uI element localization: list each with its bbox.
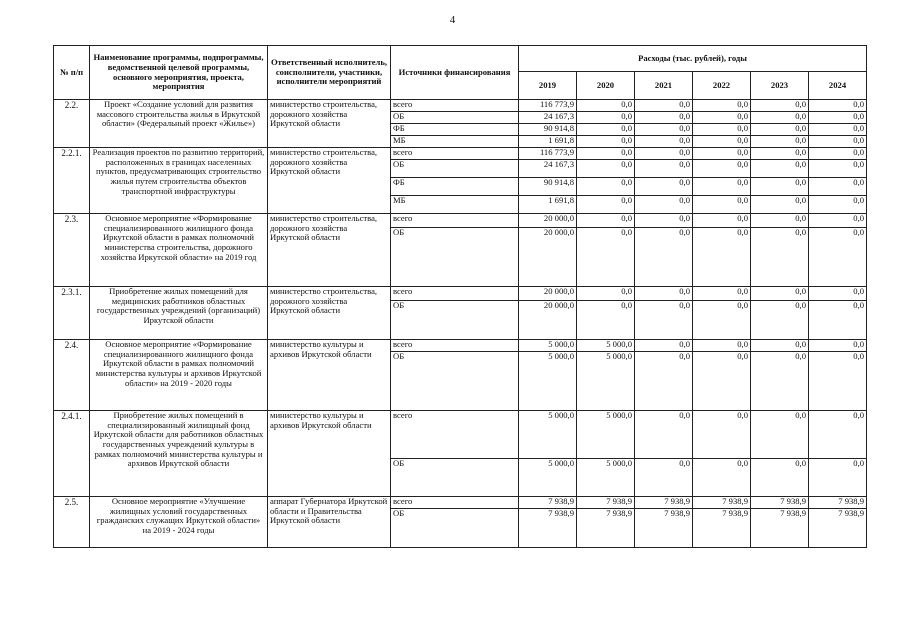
header-year: 2023 xyxy=(751,72,809,100)
expense-value: 0,0 xyxy=(809,459,867,497)
expense-value: 0,0 xyxy=(577,214,635,228)
item-name: Приобретение жилых помещений для медицинских работников областных государственных учреждений (организаций) Иркутской области xyxy=(90,287,268,340)
expense-value: 0,0 xyxy=(635,124,693,136)
funding-source: всего xyxy=(391,214,519,228)
budget-table xyxy=(53,45,867,548)
funding-source: ОБ xyxy=(391,509,519,548)
funding-source: всего xyxy=(391,100,519,112)
item-number: 2.5. xyxy=(54,497,90,548)
funding-source: ОБ xyxy=(391,301,519,340)
header-expenses: Расходы (тыс. рублей), годы xyxy=(519,46,867,72)
expense-value: 0,0 xyxy=(635,148,693,160)
expense-value: 5 000,0 xyxy=(577,340,635,352)
item-responsible: министерство строительства, дорожного хозяйства Иркутской области xyxy=(268,100,391,148)
item-name: Приобретение жилых помещений в специализированный жилищный фонд Иркутской области для работников областных государственных учреждений культуры в рамках полномочий министерства культуры и архивов Иркутской области xyxy=(90,411,268,497)
expense-value: 20 000,0 xyxy=(519,214,577,228)
expense-value: 0,0 xyxy=(751,100,809,112)
expense-value: 0,0 xyxy=(809,112,867,124)
header-year: 2024 xyxy=(809,72,867,100)
expense-value: 0,0 xyxy=(577,100,635,112)
expense-value: 0,0 xyxy=(751,124,809,136)
expense-value: 0,0 xyxy=(635,160,693,178)
funding-source: ОБ xyxy=(391,352,519,411)
expense-value: 7 938,9 xyxy=(519,509,577,548)
header-year: 2021 xyxy=(635,72,693,100)
item-number: 2.2.1. xyxy=(54,148,90,214)
item-responsible: министерство строительства, дорожного хозяйства Иркутской области xyxy=(268,214,391,287)
expense-value: 7 938,9 xyxy=(809,497,867,509)
expense-value: 90 914,8 xyxy=(519,124,577,136)
expense-value: 0,0 xyxy=(809,214,867,228)
expense-value: 5 000,0 xyxy=(519,459,577,497)
table-row xyxy=(54,148,867,160)
expense-value: 0,0 xyxy=(577,160,635,178)
expense-value: 116 773,9 xyxy=(519,100,577,112)
expense-value: 0,0 xyxy=(809,148,867,160)
expense-value: 20 000,0 xyxy=(519,287,577,301)
funding-source: ФБ xyxy=(391,178,519,196)
expense-value: 0,0 xyxy=(635,228,693,287)
funding-source: всего xyxy=(391,411,519,459)
expense-value: 0,0 xyxy=(693,136,751,148)
page-number: 4 xyxy=(449,14,456,26)
expense-value: 0,0 xyxy=(809,124,867,136)
item-number: 2.4. xyxy=(54,340,90,411)
expense-value: 0,0 xyxy=(577,136,635,148)
expense-value: 0,0 xyxy=(809,340,867,352)
expense-value: 0,0 xyxy=(635,112,693,124)
expense-value: 0,0 xyxy=(751,160,809,178)
item-name: Основное мероприятие «Формирование специализированного жилищного фонда Иркутской области в рамках полномочий министерства культуры и архивов Иркутской области» на 2019 - 2020 годы xyxy=(90,340,268,411)
item-number: 2.3.1. xyxy=(54,287,90,340)
funding-source: ОБ xyxy=(391,160,519,178)
expense-value: 0,0 xyxy=(809,287,867,301)
expense-value: 0,0 xyxy=(577,228,635,287)
funding-source: всего xyxy=(391,340,519,352)
expense-value: 0,0 xyxy=(751,228,809,287)
expense-value: 0,0 xyxy=(693,124,751,136)
header-source: Источники финансирования xyxy=(391,46,519,100)
expense-value: 0,0 xyxy=(635,459,693,497)
expense-value: 0,0 xyxy=(635,178,693,196)
expense-value: 1 691,8 xyxy=(519,196,577,214)
expense-value: 0,0 xyxy=(693,287,751,301)
header-responsible: Ответственный исполнитель, соисполнители, участники, исполнители мероприятий xyxy=(268,46,391,100)
funding-source: ОБ xyxy=(391,459,519,497)
expense-value: 0,0 xyxy=(751,214,809,228)
funding-source: всего xyxy=(391,497,519,509)
table-row xyxy=(54,340,867,352)
expense-value: 7 938,9 xyxy=(635,509,693,548)
expense-value: 7 938,9 xyxy=(751,497,809,509)
item-responsible: министерство строительства, дорожного хозяйства Иркутской области xyxy=(268,287,391,340)
table-row xyxy=(54,214,867,228)
expense-value: 24 167,3 xyxy=(519,160,577,178)
expense-value: 116 773,9 xyxy=(519,148,577,160)
expense-value: 0,0 xyxy=(635,196,693,214)
expense-value: 7 938,9 xyxy=(577,509,635,548)
expense-value: 7 938,9 xyxy=(693,497,751,509)
expense-value: 0,0 xyxy=(693,459,751,497)
expense-value: 0,0 xyxy=(577,196,635,214)
expense-value: 0,0 xyxy=(809,352,867,411)
expense-value: 0,0 xyxy=(809,228,867,287)
table-row xyxy=(54,411,867,459)
funding-source: всего xyxy=(391,148,519,160)
expense-value: 0,0 xyxy=(751,178,809,196)
expense-value: 0,0 xyxy=(577,112,635,124)
expense-value: 7 938,9 xyxy=(635,497,693,509)
expense-value: 5 000,0 xyxy=(577,459,635,497)
item-number: 2.4.1. xyxy=(54,411,90,497)
expense-value: 20 000,0 xyxy=(519,228,577,287)
expense-value: 0,0 xyxy=(751,196,809,214)
funding-source: ФБ xyxy=(391,124,519,136)
header-year: 2020 xyxy=(577,72,635,100)
expense-value: 0,0 xyxy=(635,352,693,411)
expense-value: 7 938,9 xyxy=(519,497,577,509)
expense-value: 0,0 xyxy=(751,352,809,411)
expense-value: 0,0 xyxy=(809,178,867,196)
table-row xyxy=(54,497,867,509)
expense-value: 0,0 xyxy=(809,136,867,148)
expense-value: 0,0 xyxy=(635,214,693,228)
expense-value: 20 000,0 xyxy=(519,301,577,340)
expense-value: 0,0 xyxy=(693,340,751,352)
expense-value: 0,0 xyxy=(751,112,809,124)
item-name: Основное мероприятие «Формирование специализированного жилищного фонда Иркутской области в рамках полномочий министерства строительства, дорожного хозяйства Иркутской области» на 2019 год xyxy=(90,214,268,287)
funding-source: МБ xyxy=(391,196,519,214)
expense-value: 0,0 xyxy=(635,287,693,301)
item-number: 2.3. xyxy=(54,214,90,287)
expense-value: 0,0 xyxy=(693,160,751,178)
funding-source: ОБ xyxy=(391,112,519,124)
header-num: № п/п xyxy=(54,46,90,100)
expense-value: 0,0 xyxy=(635,340,693,352)
header-year: 2022 xyxy=(693,72,751,100)
expense-value: 7 938,9 xyxy=(577,497,635,509)
expense-value: 5 000,0 xyxy=(577,411,635,459)
expense-value: 1 691,8 xyxy=(519,136,577,148)
expense-value: 0,0 xyxy=(809,196,867,214)
expense-value: 0,0 xyxy=(751,340,809,352)
expense-value: 0,0 xyxy=(635,100,693,112)
expense-value: 0,0 xyxy=(693,148,751,160)
expense-value: 0,0 xyxy=(693,411,751,459)
header-name: Наименование программы, подпрограммы, ведомственной целевой программы, основного мероприятия, проекта, мероприятия xyxy=(90,46,268,100)
expense-value: 0,0 xyxy=(809,160,867,178)
expense-value: 0,0 xyxy=(809,411,867,459)
expense-value: 0,0 xyxy=(693,352,751,411)
expense-value: 0,0 xyxy=(693,301,751,340)
expense-value: 0,0 xyxy=(751,136,809,148)
expense-value: 0,0 xyxy=(693,112,751,124)
item-name: Основное мероприятие «Улучшение жилищных условий государственных гражданских служащих Иркутской области» на 2019 - 2024 годы xyxy=(90,497,268,548)
expense-value: 0,0 xyxy=(577,301,635,340)
expense-value: 0,0 xyxy=(693,228,751,287)
item-number: 2.2. xyxy=(54,100,90,148)
funding-source: ОБ xyxy=(391,228,519,287)
expense-value: 0,0 xyxy=(751,287,809,301)
item-responsible: аппарат Губернатора Иркутской области и Правительства Иркутской области xyxy=(268,497,391,548)
expense-value: 0,0 xyxy=(635,136,693,148)
item-name: Реализация проектов по развитию территорий, расположенных в границах населенных пунктов, предусматривающих строительство жилья путем строительства объектов транспортной инфраструктуры xyxy=(90,148,268,214)
expense-value: 5 000,0 xyxy=(519,340,577,352)
expense-value: 0,0 xyxy=(577,287,635,301)
expense-value: 0,0 xyxy=(809,301,867,340)
expense-value: 0,0 xyxy=(751,301,809,340)
expense-value: 0,0 xyxy=(577,178,635,196)
expense-value: 0,0 xyxy=(693,100,751,112)
expense-value: 0,0 xyxy=(693,196,751,214)
expense-value: 0,0 xyxy=(577,148,635,160)
expense-value: 0,0 xyxy=(809,100,867,112)
expense-value: 7 938,9 xyxy=(809,509,867,548)
header-year: 2019 xyxy=(519,72,577,100)
expense-value: 5 000,0 xyxy=(519,411,577,459)
table-row xyxy=(54,287,867,301)
expense-value: 5 000,0 xyxy=(577,352,635,411)
item-name: Проект «Создание условий для развития массового строительства жилья в Иркутской области» (Федеральный проект «Жилье») xyxy=(90,100,268,148)
expense-value: 0,0 xyxy=(693,214,751,228)
expense-value: 90 914,8 xyxy=(519,178,577,196)
expense-value: 5 000,0 xyxy=(519,352,577,411)
funding-source: всего xyxy=(391,287,519,301)
expense-value: 7 938,9 xyxy=(693,509,751,548)
expense-value: 0,0 xyxy=(751,148,809,160)
expense-value: 0,0 xyxy=(577,124,635,136)
expense-value: 24 167,3 xyxy=(519,112,577,124)
expense-value: 0,0 xyxy=(635,301,693,340)
expense-value: 0,0 xyxy=(693,178,751,196)
table-row xyxy=(54,100,867,112)
item-responsible: министерство строительства, дорожного хозяйства Иркутской области xyxy=(268,148,391,214)
expense-value: 7 938,9 xyxy=(751,509,809,548)
expense-value: 0,0 xyxy=(635,411,693,459)
item-responsible: министерство культуры и архивов Иркутской области xyxy=(268,411,391,497)
expense-value: 0,0 xyxy=(751,459,809,497)
item-responsible: министерство культуры и архивов Иркутской области xyxy=(268,340,391,411)
funding-source: МБ xyxy=(391,136,519,148)
expense-value: 0,0 xyxy=(751,411,809,459)
